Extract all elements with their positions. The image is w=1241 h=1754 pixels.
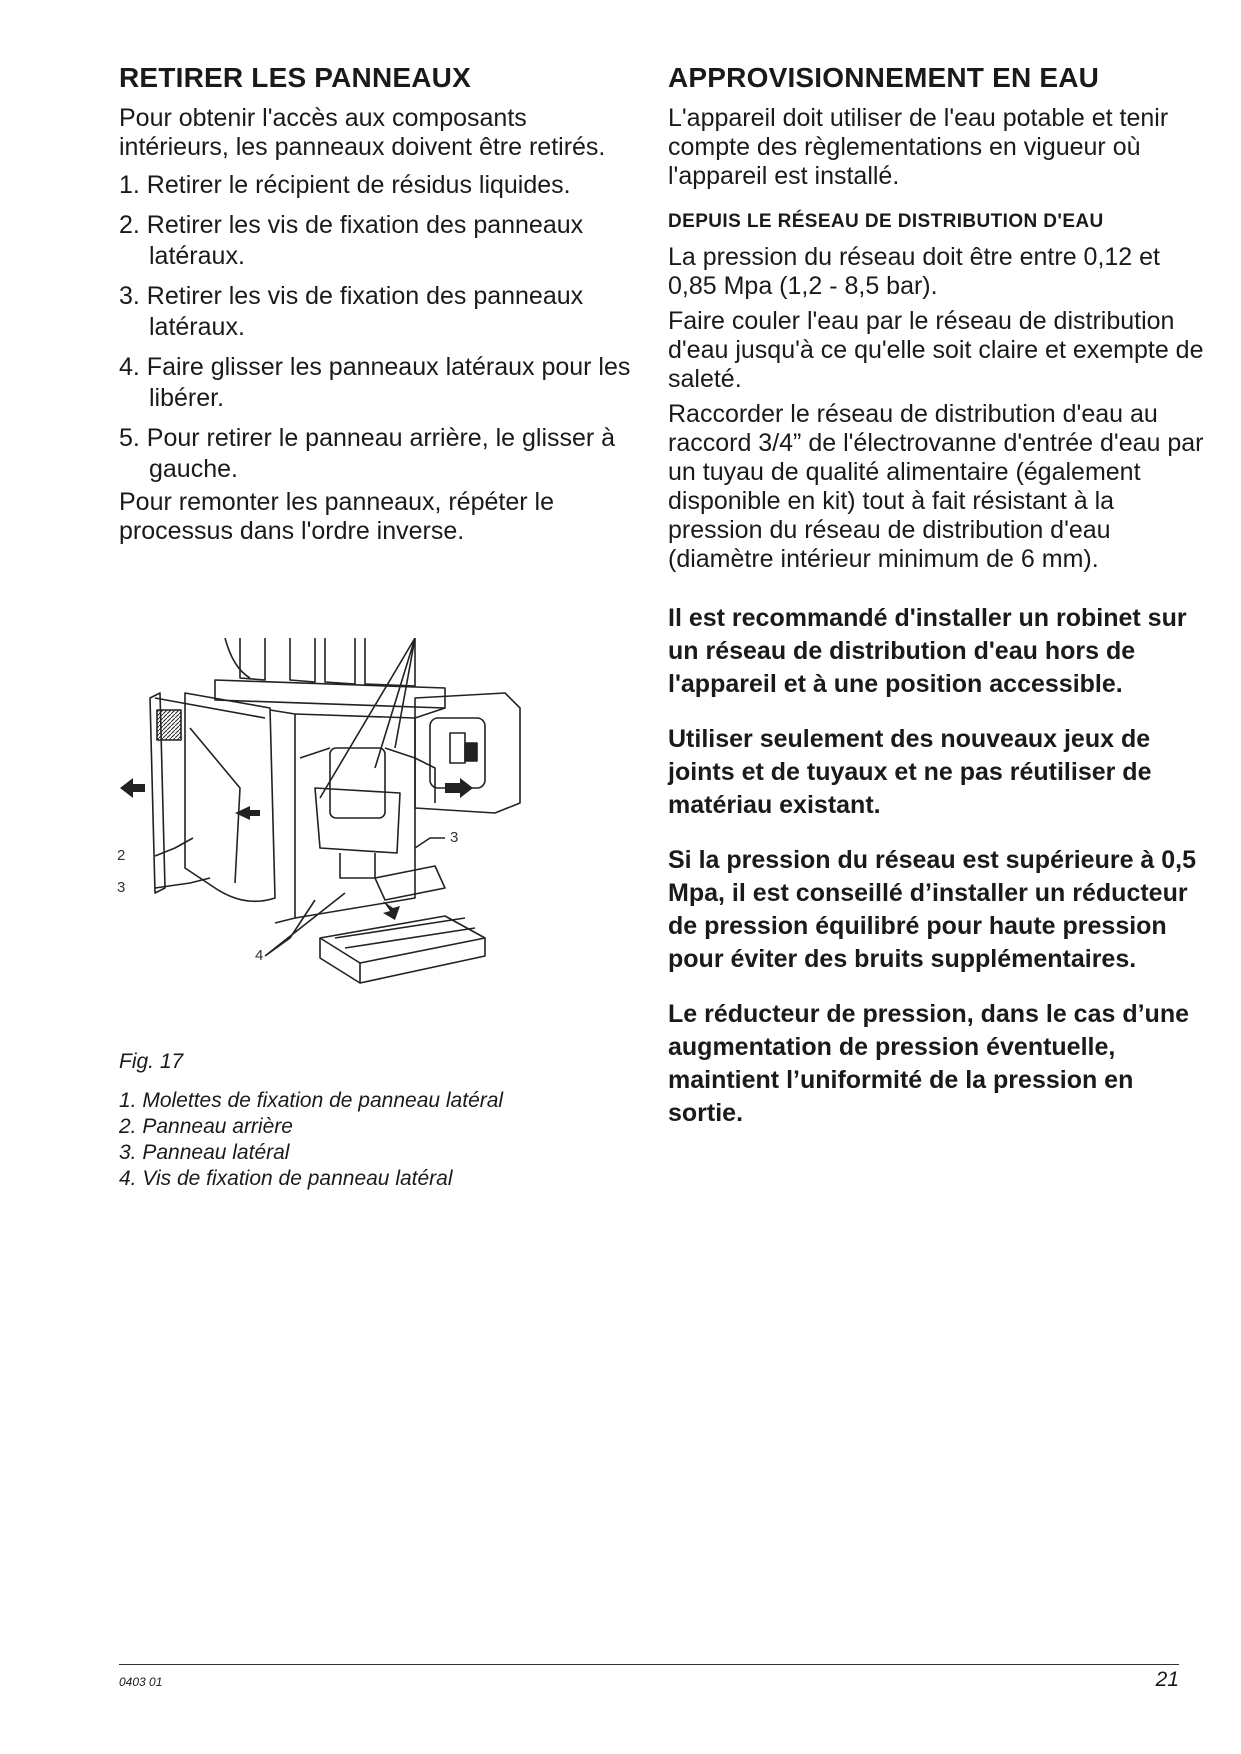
pressure-paragraph: La pression du réseau doit être entre 0,12 et 0,85 Mpa (1,2 - 8,5 bar). [668,243,1160,300]
left-column [119,62,639,546]
legend-item: 3. Panneau latéral [119,1141,290,1164]
right-column [668,62,1208,1130]
callout-label: 3 [450,829,459,846]
panel-removal-steps [119,170,639,485]
right-arrow-icon [445,778,473,798]
pressure-reducer-note: Le réducteur de pression, dans le cas d’une augmentation de pression éventuelle, maintient l’uniformité de la pression en sortie. [668,1000,1189,1127]
tap-warning: Il est recommandé d'installer un robinet sur un réseau de distribution d'eau hors de l'appareil et à une position accessible. [668,604,1187,698]
section-title-panels: RETIRER LES PANNEAUX [119,62,471,93]
document-code: 0403 01 [119,1675,163,1689]
legend-item: 4. Vis de fixation de panneau latéral [119,1167,453,1190]
step-item: 3. Retirer les vis de fixation des panneaux latéraux. [119,282,584,341]
legend-item: 1. Molettes de fixation de panneau latéral [119,1089,504,1112]
flush-paragraph: Faire couler l'eau par le réseau de distribution d'eau jusqu'à ce qu'elle soit claire et exempte de saleté. [668,307,1204,393]
step-item: 1. Retirer le récipient de résidus liquides. [119,171,571,199]
connection-paragraph: Raccorder le réseau de distribution d'eau au raccord 3/4” de l'électrovanne d'entrée d'eau par un tuyau de qualité alimentaire (également disponible en kit) tout à fait résistant à la pression du réseau de distribution d'eau (diamètre intérieur minimum de 6 mm). [668,400,1204,573]
subheading-distribution: DEPUIS LE RÉSEAU DE DISTRIBUTION D'EAU [668,211,1104,232]
figure-caption: Fig. 17 [119,1050,184,1073]
step-item: 4. Faire glisser les panneaux latéraux pour les libérer. [119,353,631,412]
panels-intro: Pour obtenir l'accès aux composants intérieurs, les panneaux doivent être retirés. [119,104,606,161]
callout-label: 2 [117,847,126,864]
new-seals-warning: Utiliser seulement des nouveaux jeux de joints et de tuyaux et ne pas réutiliser de matériau existant. [668,725,1152,819]
down-arrow-icon [383,901,400,920]
callout-label: 3 [117,879,126,896]
section-title-water-supply: APPROVISIONNEMENT EN EAU [668,62,1100,93]
figure-legend [119,1088,503,1192]
machine-panel-illustration [115,638,615,1018]
left-arrow-icon [120,778,145,798]
pressure-reducer-warning: Si la pression du réseau est supérieure à 0,5 Mpa, il est conseillé d’installer un réducteur de pression équilibré pour haute pression pour éviter des bruits supplémentaires. [668,846,1197,973]
step-item: 5. Pour retirer le panneau arrière, le glisser à gauche. [119,424,616,483]
panels-outro: Pour remonter les panneaux, répéter le processus dans l'ordre inverse. [119,488,554,545]
step-item: 2. Retirer les vis de fixation des panneaux latéraux. [119,211,584,270]
water-supply-intro: L'appareil doit utiliser de l'eau potable et tenir compte des règlementations en vigueur où l'appareil est installé. [668,104,1169,190]
footer-divider [119,1664,1179,1665]
callout-label: 4 [255,947,264,964]
page-number: 21 [1155,1668,1179,1691]
legend-item: 2. Panneau arrière [119,1115,293,1138]
